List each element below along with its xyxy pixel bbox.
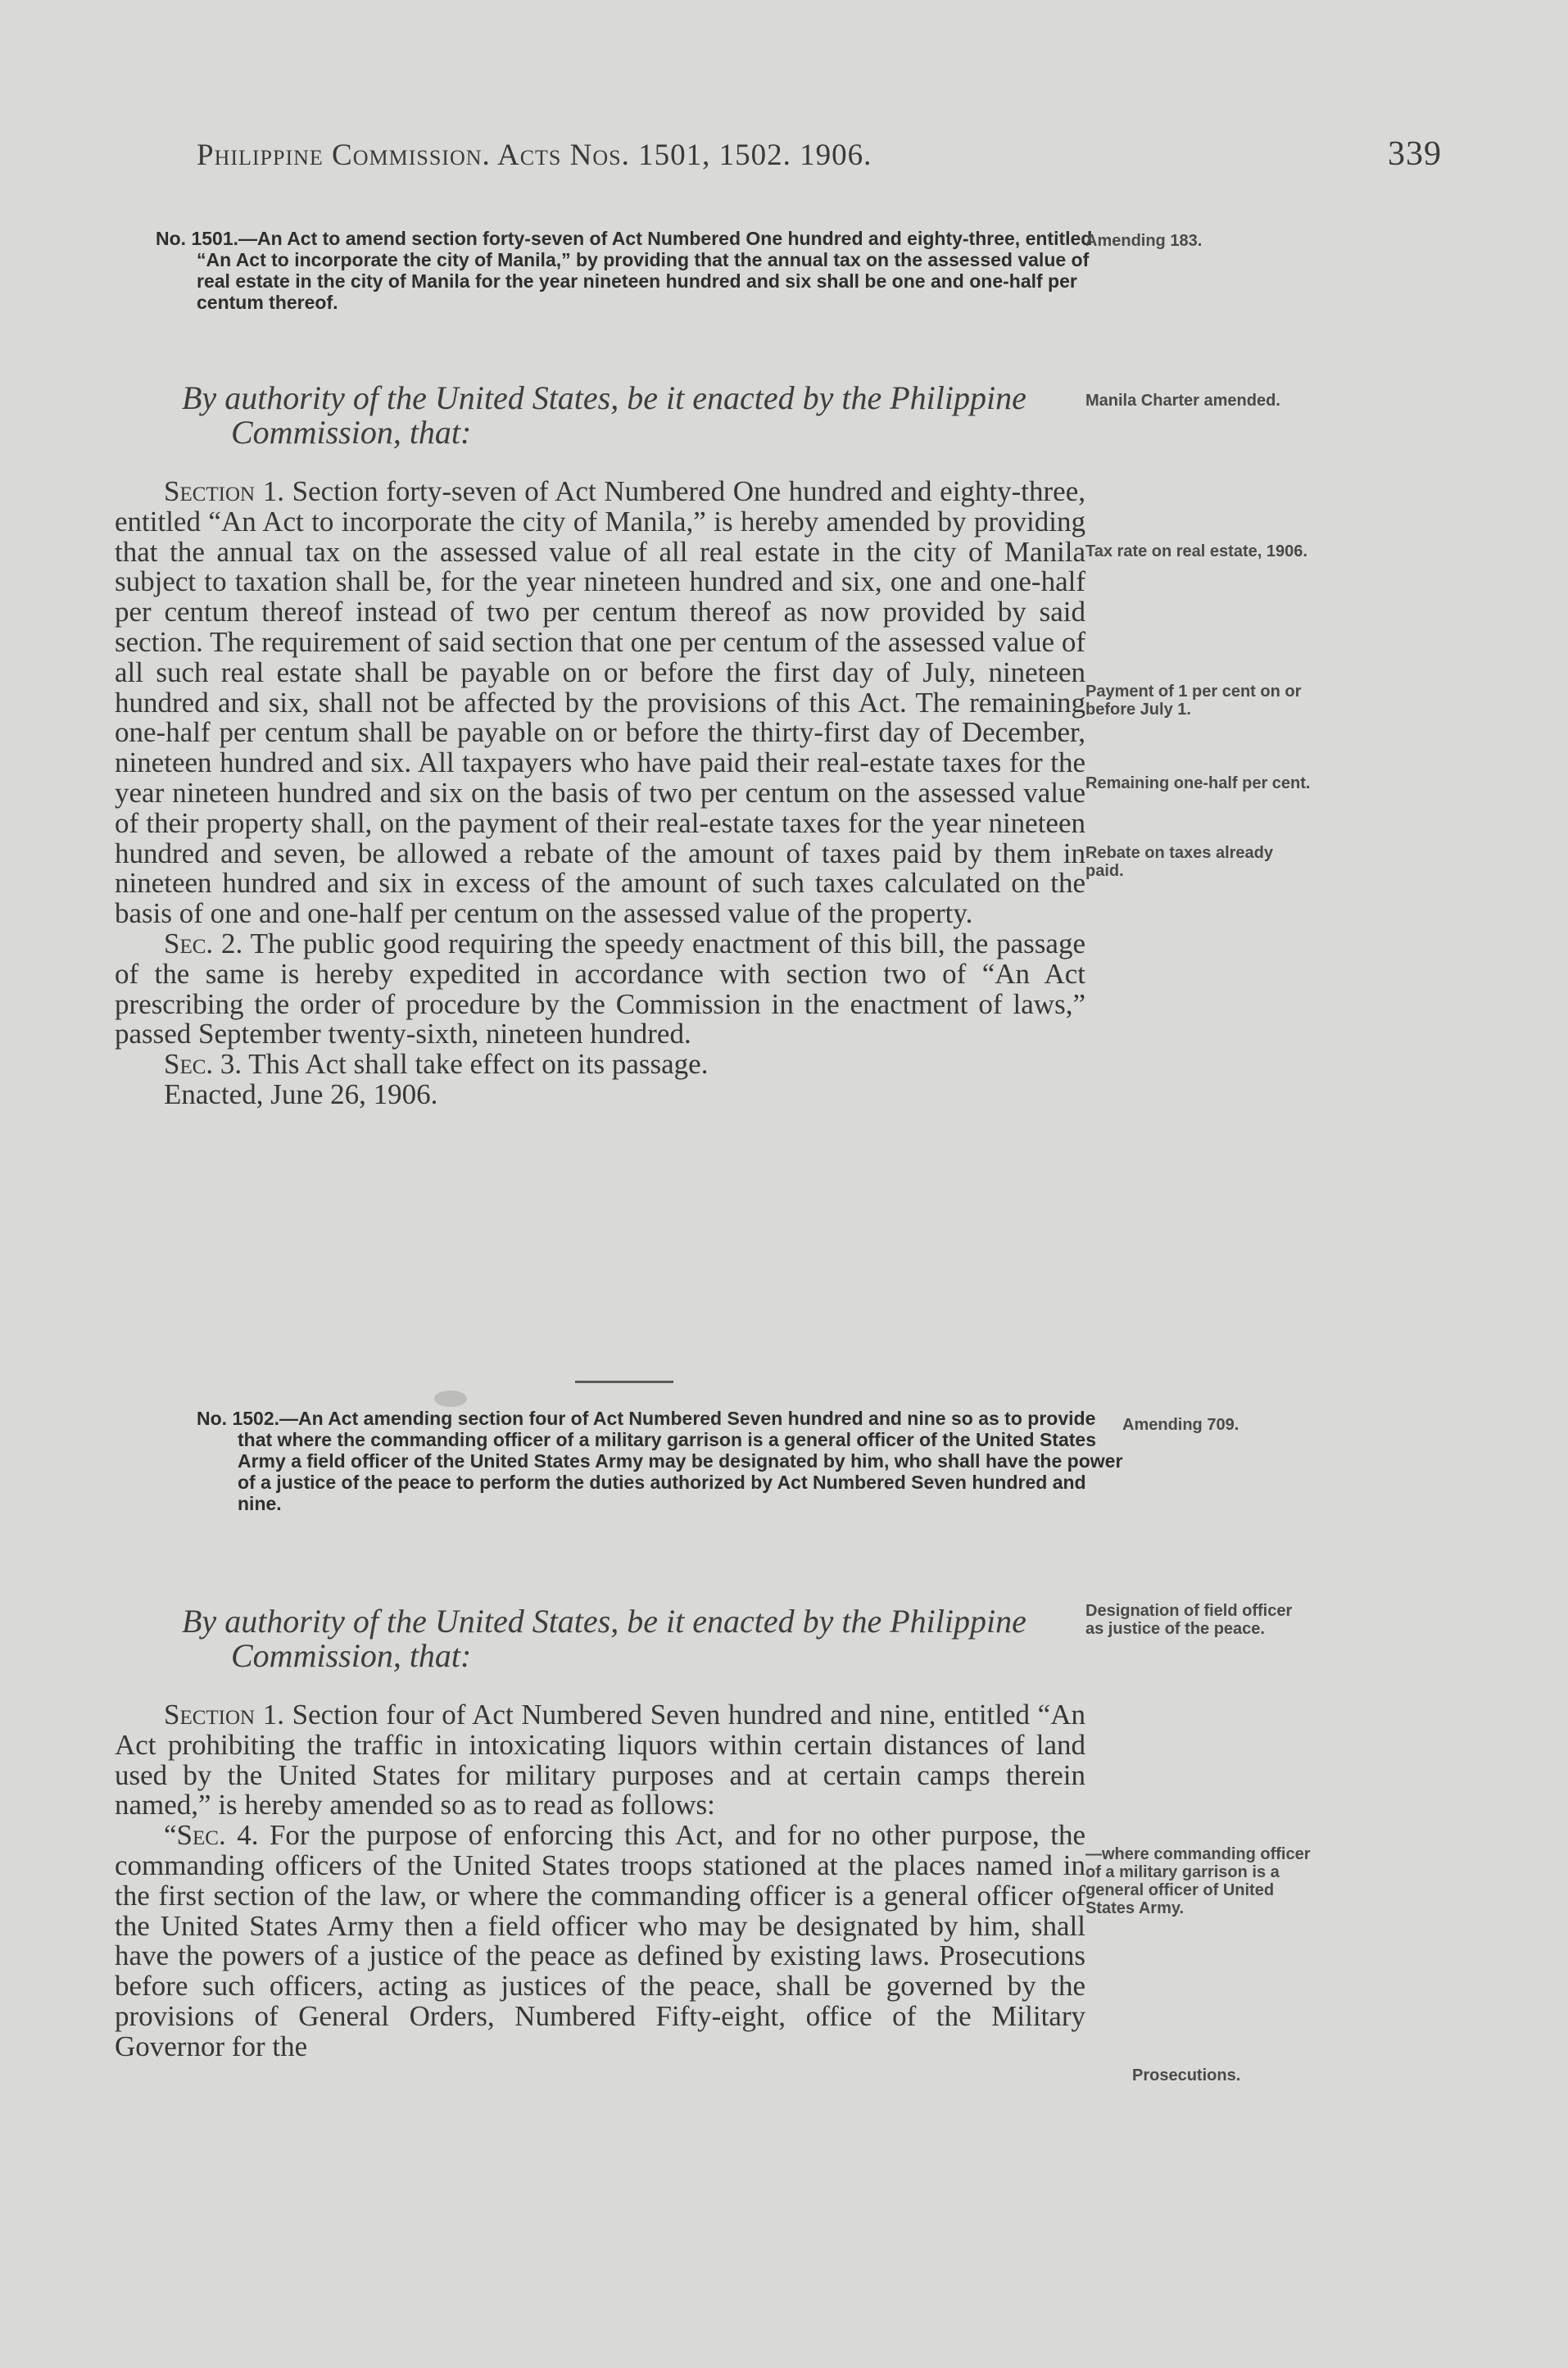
margin-note-prosecutions: Prosecutions. — [1132, 2066, 1241, 2084]
act-1502-title-text: —An Act amending section four of Act Numbered Seven hundred and nine so as to provide that where the commanding officer of a military garrison is a general officer of the United States Army a field officer of the United States Army may be designated by him, who shall have the power of a justice of the peace to perform the duties authorized by Act Numbered Seven hundred and nine. — [238, 1408, 1123, 1514]
margin-note-amending-709: Amending 709. — [1122, 1416, 1239, 1434]
margin-note-rebate: Rebate on taxes already paid. — [1085, 844, 1273, 880]
margin-note-amending-183: Amending 183. — [1085, 232, 1203, 250]
page-number: 339 — [1388, 135, 1442, 173]
section-heading: Sec. 2. — [164, 927, 243, 959]
section-text: For the purpose of enforcing this Act, and for no other purpose, the commanding officers of the United States troops stationed at the places named in the first section of the law, or where the commanding officer is a general officer of the United States Army then a field officer who may be designated by him, shall have the powers of a justice of the peace as defined by existing laws. Prosecutions before such officers, acting as justices of the peace, shall be governed by the provisions of General Orders, Numbered Fifty-eight, office of the Military Governor for the — [115, 1819, 1085, 2062]
margin-note-designation: Designation of field officer as justice of the peace. — [1085, 1602, 1293, 1638]
section-divider — [575, 1381, 673, 1383]
act-1502-section-1 — [115, 1700, 1085, 1821]
act-1501-body — [115, 477, 1085, 1110]
margin-note-manila-charter: Manila Charter amended. — [1085, 392, 1280, 410]
margin-note-where-commanding: —where commanding officer of a military garrison is a general officer of United States Army. — [1085, 1845, 1311, 1917]
margin-note-remaining: Remaining one-half per cent. — [1085, 774, 1311, 792]
act-1502-body — [115, 1700, 1085, 2062]
margin-note-tax-rate: Tax rate on real estate, 1906. — [1085, 542, 1307, 560]
section-heading: Section 1. — [164, 1699, 285, 1731]
section-text: Section four of Act Numbered Seven hundred and nine, entitled “An Act prohibiting the traffic in intoxicating liquors within certain distances of land used by the United States for military purposes and at certain camps therein named,” is hereby amended so as to read as follows: — [115, 1699, 1085, 1821]
act-1501-section-1 — [115, 477, 1085, 929]
act-1501-enacted-date: Enacted, June 26, 1906. — [164, 1077, 438, 1110]
act-1501-title — [156, 228, 1126, 313]
section-heading: “Sec. 4. — [164, 1819, 259, 1852]
margin-note-payment: Payment of 1 per cent on or before July 1. — [1085, 683, 1302, 719]
section-text: This Act shall take effect on its passage. — [248, 1048, 709, 1081]
act-1501-title-text: —An Act to amend section forty-seven of Act Numbered One hundred and eighty-three, entitled “An Act to incorporate the city of Manila,” by providing that the annual tax on the assessed value of real estate in the city of Manila for the year nineteen hundred and six shall be one and one-half per centum thereof. — [197, 228, 1093, 313]
act-1502-quoted-section — [115, 1821, 1085, 2062]
section-heading: Section 1. — [164, 475, 285, 507]
act-1502-number: No. 1502. — [197, 1408, 279, 1429]
ink-smudge — [434, 1390, 467, 1407]
act-1502-enacting-clause: By authority of the United States, be it enacted by the Philippine Commission, that: — [182, 1603, 1026, 1674]
act-1501-enacting-clause: By authority of the United States, be it enacted by the Philippine Commission, that: — [182, 379, 1026, 451]
act-1501-number: No. 1501. — [156, 228, 238, 249]
section-text: Section forty-seven of Act Numbered One hundred and eighty-three, entitled “An Act to incorporate the city of Manila,” is hereby amended by providing that the annual tax on the assessed value of all real estate in the city of Manila subject to taxation shall be, for the year nineteen hundred and six, one and one-half per centum thereof instead of two per centum thereof as now provided by said section. The requirement of said section that one per centum of the assessed value of all such real estate shall be payable on or before the first day of July, nineteen hundred and six, shall not be affected by the provisions of this Act. The remaining one-half per centum shall be payable on or before the thirty-first day of December, nineteen hundred and six. All taxpayers who have paid their real-estate taxes for the year nineteen hundred and six on the basis of two per centum on the assessed value of their property shall, on the payment of their real-estate taxes for the year nineteen hundred and seven, be allowed a rebate of the amount of taxes paid by them in nineteen hundred and six in excess of the amount of such taxes calculated on the basis of one and one-half per centum on the assessed value of the property. — [115, 475, 1085, 930]
act-1501-section-3 — [115, 1050, 1085, 1080]
section-text: The public good requiring the speedy enactment of this bill, the passage of the same is hereby expedited in accordance with section two of “An Act prescribing the order of procedure by the Commission in the enactment of laws,” passed September twenty-sixth, nineteen hundred. — [115, 927, 1085, 1050]
running-title: Philippine Commission. Acts Nos. 1501, 1502. 1906. — [197, 138, 872, 172]
act-1502-title — [197, 1408, 1126, 1514]
act-1501-section-2 — [115, 929, 1085, 1050]
page-header — [197, 135, 1442, 173]
section-heading: Sec. 3. — [164, 1048, 242, 1081]
